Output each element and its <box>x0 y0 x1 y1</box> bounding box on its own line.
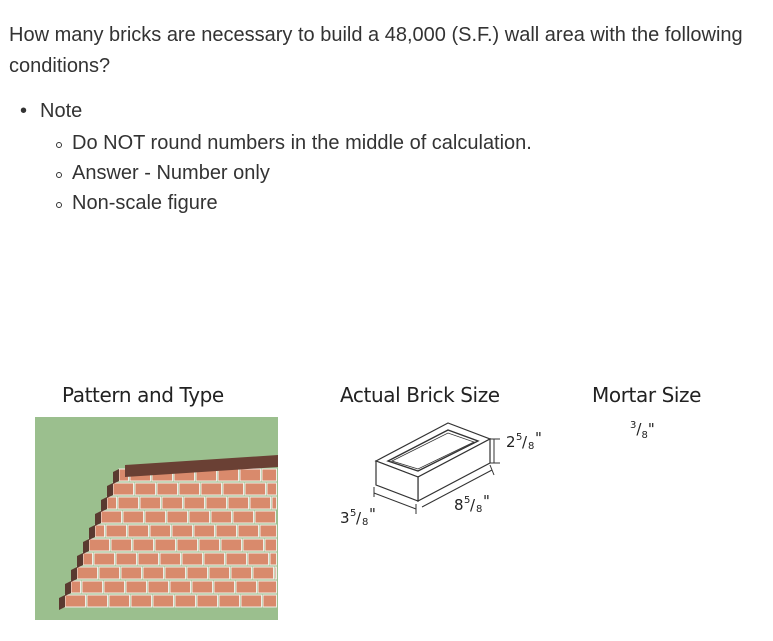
wall-brick <box>160 553 181 565</box>
note-list <box>20 96 532 218</box>
wall-brick <box>221 539 242 551</box>
wall-brick <box>95 525 105 537</box>
note-heading <box>20 96 532 218</box>
note-items <box>40 128 532 218</box>
wall-brick <box>101 511 122 523</box>
wall-brick <box>135 483 156 495</box>
wall-brick <box>121 567 142 579</box>
mortar-den: 8 <box>641 430 648 441</box>
mortar-size-label: Mortar Size <box>592 383 702 407</box>
wall-brick <box>223 483 244 495</box>
length-dim-tick <box>490 465 494 475</box>
wall-brick <box>116 553 137 565</box>
brick-size-label: Actual Brick Size <box>340 383 500 407</box>
wall-brick <box>153 595 174 607</box>
wall-brick <box>226 553 247 565</box>
wall-brick <box>113 483 134 495</box>
note-title: Note <box>40 100 83 122</box>
note-item: Answer - Number only <box>40 158 532 188</box>
brick-length-den: 8 <box>476 504 483 515</box>
question-text: How many bricks are necessary to build a 48,000 (S.F.) wall area with the following conditions? <box>9 24 743 77</box>
wall-brick <box>133 539 154 551</box>
wall-brick <box>143 567 164 579</box>
wall-brick <box>123 511 144 523</box>
wall-brick <box>187 567 208 579</box>
mortar-num: 3 <box>630 420 637 431</box>
wall-brick <box>240 469 261 481</box>
brick-length-num: 5 <box>464 495 471 506</box>
brick-wall-image <box>35 417 278 620</box>
wall-brick <box>241 595 262 607</box>
wall-brick <box>170 581 191 593</box>
wall-brick <box>250 497 271 509</box>
wall-brick <box>165 567 186 579</box>
wall-brick <box>99 567 120 579</box>
wall-brick <box>263 595 277 607</box>
wall-brick <box>265 539 277 551</box>
fraction-slash: / <box>636 420 642 438</box>
wall-brick <box>87 595 108 607</box>
wall-brick <box>177 539 198 551</box>
wall-brick <box>211 511 232 523</box>
inch-mark: " <box>535 429 542 447</box>
wall-brick <box>82 581 103 593</box>
wall-brick <box>233 511 254 523</box>
wall-brick <box>192 581 213 593</box>
wall-brick <box>270 553 277 565</box>
wall-brick <box>150 525 171 537</box>
wall-brick <box>245 483 266 495</box>
wall-brick <box>167 511 188 523</box>
wall-brick <box>255 511 276 523</box>
wall-brick <box>214 581 235 593</box>
wall-brick <box>71 581 81 593</box>
wall-brick <box>209 567 230 579</box>
brick-height-whole: 2 <box>506 433 516 451</box>
wall-brick <box>107 497 117 509</box>
inch-mark: " <box>369 505 376 523</box>
wall-brick <box>182 553 203 565</box>
wall-brick <box>104 581 125 593</box>
wall-brick <box>231 567 252 579</box>
wall-brick <box>65 595 86 607</box>
note-item: Non-scale figure <box>40 188 532 218</box>
wall-brick <box>109 595 130 607</box>
wall-brick <box>148 581 169 593</box>
wall-brick <box>145 511 166 523</box>
wall-brick <box>275 567 277 579</box>
wall-brick <box>194 525 215 537</box>
wall-brick <box>201 483 222 495</box>
wall-brick <box>128 525 149 537</box>
wall-brick <box>175 595 196 607</box>
note-item: Do NOT round numbers in the middle of calculation. <box>40 128 532 158</box>
wall-brick <box>243 539 264 551</box>
wall-brick <box>262 469 277 481</box>
brick-width-num: 5 <box>350 508 357 519</box>
brick-height-den: 8 <box>528 441 535 452</box>
wall-brick <box>89 539 110 551</box>
inch-mark: " <box>483 492 490 510</box>
wall-brick <box>272 497 277 509</box>
wall-brick <box>197 595 218 607</box>
wall-brick <box>216 525 237 537</box>
wall-brick <box>260 525 277 537</box>
wall-brick <box>199 539 220 551</box>
wall-brick <box>219 595 240 607</box>
wall-brick <box>157 483 178 495</box>
pattern-label: Pattern and Type <box>62 383 224 407</box>
wall-brick <box>140 497 161 509</box>
wall-brick <box>228 497 249 509</box>
wall-brick <box>179 483 200 495</box>
wall-brick <box>258 581 277 593</box>
wall-brick <box>218 469 239 481</box>
wall-brick <box>189 511 210 523</box>
inch-mark: " <box>647 420 655 438</box>
wall-brick <box>204 553 225 565</box>
wall-brick <box>172 525 193 537</box>
brick-length-whole: 8 <box>454 496 464 514</box>
brick-height-num: 5 <box>516 432 523 443</box>
wall-brick <box>236 581 257 593</box>
wall-brick <box>131 595 152 607</box>
wall-brick <box>94 553 115 565</box>
wall-brick <box>206 497 227 509</box>
wall-brick <box>184 497 205 509</box>
fraction-slash: / <box>522 433 528 451</box>
wall-brick <box>126 581 147 593</box>
wall-brick <box>248 553 269 565</box>
wall-brick <box>238 525 259 537</box>
fraction-slash: / <box>470 496 476 514</box>
wall-brick <box>155 539 176 551</box>
wall-brick <box>267 483 277 495</box>
fraction-slash: / <box>356 509 362 527</box>
wall-brick <box>253 567 274 579</box>
wall-brick <box>162 497 183 509</box>
mortar-size-value <box>630 420 655 441</box>
wall-brick <box>106 525 127 537</box>
wall-brick <box>118 497 139 509</box>
brick-width-whole: 3 <box>340 509 350 527</box>
brick-dimension-diagram <box>330 415 570 535</box>
wall-brick <box>111 539 132 551</box>
wall-brick <box>77 567 98 579</box>
brick-width-den: 8 <box>362 517 369 528</box>
wall-brick <box>138 553 159 565</box>
wall-brick <box>83 553 93 565</box>
